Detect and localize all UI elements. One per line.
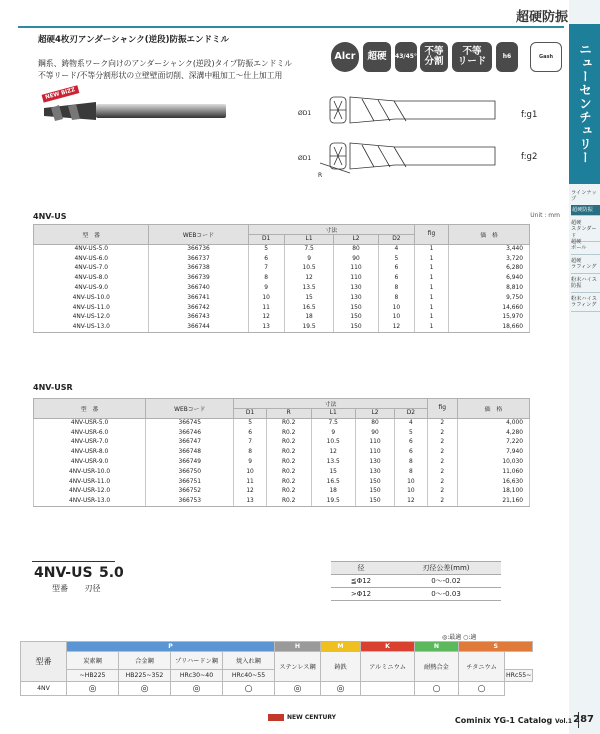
table-cell: R0.2 bbox=[266, 418, 311, 428]
unit-label: Unit : mm bbox=[530, 212, 560, 219]
desc-line: 不等リード/不等分割形状の立壁壁面切削、深溝中粗加工～仕上加工用 bbox=[38, 71, 283, 80]
material-group: P bbox=[67, 642, 275, 652]
rating-cell: ◎ bbox=[275, 682, 321, 696]
material-group: M bbox=[321, 642, 361, 652]
table-cell: 6,940 bbox=[449, 273, 530, 283]
table-cell: 4NV-USR-10.0 bbox=[34, 467, 146, 477]
feature-badge: h6 bbox=[496, 42, 518, 72]
table-row bbox=[34, 322, 530, 332]
table-cell: 4NV-US-6.0 bbox=[34, 254, 149, 264]
catalog-title: Cominix YG-1 Catalog bbox=[454, 716, 553, 725]
table-cell: 366749 bbox=[146, 457, 234, 467]
table-cell: 366740 bbox=[149, 283, 248, 293]
table-cell: R0.2 bbox=[266, 457, 311, 467]
table-cell: 150 bbox=[355, 496, 395, 506]
table-cell: 7.5 bbox=[311, 418, 355, 428]
col-header-price: 価 格 bbox=[449, 225, 530, 245]
table-cell: 366752 bbox=[146, 487, 234, 497]
table-cell: 16,630 bbox=[457, 477, 529, 487]
col-subheader: L2 bbox=[334, 235, 378, 245]
table-cell: 2 bbox=[427, 467, 457, 477]
table-row bbox=[34, 447, 530, 457]
tolerance-table bbox=[331, 561, 501, 601]
table-cell: 7 bbox=[248, 264, 284, 274]
table-cell: 10.5 bbox=[284, 264, 334, 274]
table-cell: 4NV-USR-8.0 bbox=[34, 447, 146, 457]
table-cell: 366742 bbox=[149, 303, 248, 313]
table-cell: 366737 bbox=[149, 254, 248, 264]
table-title: 4NV-USR bbox=[33, 383, 73, 392]
table-cell: R0.2 bbox=[266, 477, 311, 487]
brand-text: NEW CENTURY bbox=[287, 714, 336, 721]
col-subheader: L1 bbox=[284, 235, 334, 245]
table-cell: 4NV-USR-5.0 bbox=[34, 418, 146, 428]
table-cell: 1 bbox=[415, 322, 449, 332]
table-cell: 12 bbox=[311, 447, 355, 457]
spec-table-usr bbox=[33, 398, 530, 507]
table-cell: 150 bbox=[334, 322, 378, 332]
table-cell: 6 bbox=[378, 273, 414, 283]
table-cell: 7,940 bbox=[457, 447, 529, 457]
tolerance-cell: ≦Φ12 bbox=[331, 575, 391, 588]
table-cell: 2 bbox=[427, 487, 457, 497]
col-header-price: 価 格 bbox=[457, 399, 529, 419]
table-cell: 4 bbox=[395, 418, 427, 428]
feature-badge: 43/45° bbox=[395, 42, 417, 72]
tolerance-row bbox=[331, 588, 501, 601]
table-cell: 7 bbox=[234, 438, 266, 448]
col-header-fig: fig bbox=[427, 399, 457, 419]
table-cell: 8,810 bbox=[449, 283, 530, 293]
radius-label: R bbox=[318, 172, 323, 179]
table-cell: R0.2 bbox=[266, 447, 311, 457]
table-row bbox=[34, 457, 530, 467]
table-cell: 130 bbox=[334, 293, 378, 303]
table-cell: 366747 bbox=[146, 438, 234, 448]
material-hardness: HRc55~ bbox=[505, 670, 533, 682]
table-row bbox=[34, 487, 530, 497]
table-row bbox=[34, 254, 530, 264]
table-cell: 150 bbox=[355, 487, 395, 497]
material-group: N bbox=[415, 642, 459, 652]
table-cell: R0.2 bbox=[266, 467, 311, 477]
table-cell: R0.2 bbox=[266, 487, 311, 497]
col-header-fig: fig bbox=[415, 225, 449, 245]
table-row bbox=[34, 283, 530, 293]
table-cell: 4NV-US-9.0 bbox=[34, 283, 149, 293]
model-underline bbox=[32, 561, 115, 562]
desc-line: 鋼系、鋳物系ワーク向けのアンダーシャンク(逆段)タイプ防振エンドミル bbox=[38, 59, 293, 68]
side-nav-item[interactable]: 超硬防振 bbox=[571, 205, 600, 216]
table-row bbox=[34, 496, 530, 506]
col-subheader: L1 bbox=[311, 409, 355, 419]
table-cell: 10 bbox=[378, 313, 414, 323]
table-cell: 130 bbox=[334, 283, 378, 293]
col-header-dims: 寸法 bbox=[234, 399, 427, 409]
page-number: 287 bbox=[573, 714, 594, 725]
table-cell: 12 bbox=[234, 487, 266, 497]
col-subheader: D1 bbox=[234, 409, 266, 419]
col-subheader: L2 bbox=[355, 409, 395, 419]
tolerance-cell: 0～-0.02 bbox=[391, 575, 501, 588]
table-row bbox=[34, 264, 530, 274]
table-cell: 13 bbox=[234, 496, 266, 506]
table-cell: 150 bbox=[355, 477, 395, 487]
col-header-web: WEBコード bbox=[146, 399, 234, 419]
table-cell: 1 bbox=[415, 303, 449, 313]
table-cell: 3,440 bbox=[449, 244, 530, 254]
table-cell: 80 bbox=[355, 418, 395, 428]
col-header-model: 型 番 bbox=[34, 399, 146, 419]
tolerance-header: 刃径公差(mm) bbox=[391, 562, 501, 575]
table-cell: 7,220 bbox=[457, 438, 529, 448]
table-cell: 4NV-US-13.0 bbox=[34, 322, 149, 332]
col-subheader: D2 bbox=[378, 235, 414, 245]
table-row bbox=[34, 418, 530, 428]
table-cell: 1 bbox=[415, 264, 449, 274]
product-badge: NEW BIZZ bbox=[42, 85, 79, 102]
table-cell: 150 bbox=[334, 303, 378, 313]
table-cell: 366746 bbox=[146, 428, 234, 438]
table-cell: 19.5 bbox=[311, 496, 355, 506]
material-hardness: HB225~352 bbox=[119, 670, 171, 682]
side-nav-item[interactable]: 超硬 スタンダード bbox=[571, 220, 600, 242]
feature-badge: 不等 分割 bbox=[420, 42, 448, 72]
table-cell: 90 bbox=[355, 428, 395, 438]
table-cell: 1 bbox=[415, 283, 449, 293]
table-cell: 8 bbox=[395, 457, 427, 467]
table-cell: R0.2 bbox=[266, 496, 311, 506]
table-cell: 366743 bbox=[149, 313, 248, 323]
rating-cell: ◎ bbox=[171, 682, 223, 696]
table-cell: 8 bbox=[378, 283, 414, 293]
model-example-labels bbox=[52, 583, 101, 594]
table-row bbox=[34, 244, 530, 254]
rating-cell: ○ bbox=[459, 682, 505, 696]
table-cell: 21,160 bbox=[457, 496, 529, 506]
rating-cell: ◎ bbox=[67, 682, 119, 696]
side-nav-item[interactable]: 粉末ハイス ラフィング bbox=[571, 296, 600, 312]
table-cell: 4,000 bbox=[457, 418, 529, 428]
table-cell: 5 bbox=[395, 428, 427, 438]
table-cell: 110 bbox=[334, 273, 378, 283]
table-cell: 9 bbox=[234, 457, 266, 467]
table-cell: 2 bbox=[427, 477, 457, 487]
table-cell: 18,100 bbox=[457, 487, 529, 497]
side-nav-item[interactable]: 粉末ハイス 防振 bbox=[571, 277, 600, 293]
table-row bbox=[34, 438, 530, 448]
tolerance-cell: >Φ12 bbox=[331, 588, 391, 601]
table-cell: 18 bbox=[284, 313, 334, 323]
tolerance-row bbox=[331, 575, 501, 588]
table-cell: 6 bbox=[395, 447, 427, 457]
table-cell: 14,660 bbox=[449, 303, 530, 313]
table-cell: 366739 bbox=[149, 273, 248, 283]
table-cell: 4NV-US-11.0 bbox=[34, 303, 149, 313]
table-cell: 130 bbox=[355, 457, 395, 467]
col-subheader: R bbox=[266, 409, 311, 419]
table-cell: 366736 bbox=[149, 244, 248, 254]
table-cell: 10 bbox=[234, 467, 266, 477]
feature-badge: 超硬 bbox=[363, 42, 391, 72]
table-cell: 13.5 bbox=[311, 457, 355, 467]
table-row bbox=[34, 293, 530, 303]
rating-cell: ◎ bbox=[119, 682, 171, 696]
table-cell: 9 bbox=[284, 254, 334, 264]
table-cell: 1 bbox=[415, 293, 449, 303]
table-cell: 2 bbox=[427, 496, 457, 506]
table-cell: 110 bbox=[355, 438, 395, 448]
feature-badge: Alcr bbox=[331, 42, 359, 72]
table-row bbox=[34, 467, 530, 477]
table-cell: 366750 bbox=[146, 467, 234, 477]
col-header-model: 型 番 bbox=[34, 225, 149, 245]
table-cell: 10 bbox=[395, 487, 427, 497]
table-cell: 12 bbox=[284, 273, 334, 283]
material-name: アルミニウム bbox=[361, 652, 415, 682]
table-cell: 110 bbox=[355, 447, 395, 457]
table-cell: 4NV-USR-11.0 bbox=[34, 477, 146, 487]
table-row bbox=[34, 477, 530, 487]
material-hardness: HRc30~40 bbox=[171, 670, 223, 682]
table-cell: 6 bbox=[248, 254, 284, 264]
table-cell: 13.5 bbox=[284, 283, 334, 293]
side-nav-item[interactable]: 超硬 ボール bbox=[571, 239, 600, 255]
model-label: 型番 bbox=[52, 584, 68, 593]
table-cell: 11 bbox=[248, 303, 284, 313]
table-cell: 18 bbox=[311, 487, 355, 497]
tool-drawing bbox=[290, 95, 550, 185]
table-cell: 110 bbox=[334, 264, 378, 274]
table-cell: 11 bbox=[234, 477, 266, 487]
material-hardness: HRc40~55 bbox=[223, 670, 275, 682]
table-cell: 15,970 bbox=[449, 313, 530, 323]
table-cell: 4NV-US-8.0 bbox=[34, 273, 149, 283]
side-nav-item[interactable]: 超硬 ラフィング bbox=[571, 258, 600, 274]
table-cell: 5 bbox=[234, 418, 266, 428]
rating-cell: ○ bbox=[415, 682, 459, 696]
material-group: S bbox=[459, 642, 533, 652]
table-cell: 8 bbox=[378, 293, 414, 303]
material-name: 合金鋼 bbox=[119, 652, 171, 670]
table-cell: 4NV-US-5.0 bbox=[34, 244, 149, 254]
feature-badge: Gash bbox=[530, 42, 562, 72]
table-cell: 16.5 bbox=[311, 477, 355, 487]
table-cell: 4,280 bbox=[457, 428, 529, 438]
table-title: 4NV-US bbox=[33, 212, 67, 221]
material-name: 耐熱合金 bbox=[415, 652, 459, 682]
table-cell: R0.2 bbox=[266, 438, 311, 448]
description bbox=[38, 58, 338, 82]
table-cell: 2 bbox=[427, 438, 457, 448]
material-name: ステンレス鋼 bbox=[275, 652, 321, 682]
table-cell: 8 bbox=[395, 467, 427, 477]
material-group: K bbox=[361, 642, 415, 652]
table-cell: 1 bbox=[415, 254, 449, 264]
table-cell: 130 bbox=[355, 467, 395, 477]
rating-cell: ◎ bbox=[321, 682, 361, 696]
table-cell: 1 bbox=[415, 244, 449, 254]
table-cell: 12 bbox=[395, 496, 427, 506]
catalog-name bbox=[455, 716, 572, 725]
material-name: 炭素鋼 bbox=[67, 652, 119, 670]
category-title: 超硬防振 bbox=[515, 10, 568, 25]
table-cell: 80 bbox=[334, 244, 378, 254]
table-cell: 4NV-USR-9.0 bbox=[34, 457, 146, 467]
table-cell: 19.5 bbox=[284, 322, 334, 332]
table-cell: 4NV-USR-12.0 bbox=[34, 487, 146, 497]
page-title: 超硬4枚刃アンダーシャンク(逆段)防振エンドミル bbox=[38, 35, 229, 45]
fig1-label: f:g1 bbox=[521, 110, 538, 120]
table-cell: 366741 bbox=[149, 293, 248, 303]
table-cell: 1 bbox=[415, 273, 449, 283]
table-cell: 6 bbox=[395, 438, 427, 448]
brand-logo bbox=[268, 714, 336, 721]
table-cell: 366753 bbox=[146, 496, 234, 506]
table-cell: 4NV-USR-6.0 bbox=[34, 428, 146, 438]
model-example-size: 5.0 bbox=[99, 565, 124, 581]
table-cell: 366751 bbox=[146, 477, 234, 487]
table-cell: 150 bbox=[334, 313, 378, 323]
d1-label: ØD1 bbox=[298, 110, 312, 117]
table-row bbox=[34, 313, 530, 323]
table-cell: 2 bbox=[427, 447, 457, 457]
table-cell: 12 bbox=[378, 322, 414, 332]
table-cell: 15 bbox=[284, 293, 334, 303]
table-cell: 4NV-US-12.0 bbox=[34, 313, 149, 323]
material-table bbox=[20, 641, 533, 696]
feature-badge: 不等 リード bbox=[452, 42, 492, 72]
table-cell: 366738 bbox=[149, 264, 248, 274]
logo-icon bbox=[268, 714, 284, 721]
table-cell: 9,750 bbox=[449, 293, 530, 303]
table-cell: 8 bbox=[234, 447, 266, 457]
table-cell: 6 bbox=[378, 264, 414, 274]
col-subheader: D2 bbox=[395, 409, 427, 419]
table-cell: 4NV-USR-7.0 bbox=[34, 438, 146, 448]
table-cell: 5 bbox=[378, 254, 414, 264]
table-cell: 90 bbox=[334, 254, 378, 264]
table-cell: 7.5 bbox=[284, 244, 334, 254]
col-header-dims: 寸法 bbox=[248, 225, 415, 235]
table-cell: 366744 bbox=[149, 322, 248, 332]
material-name: チタニウム bbox=[459, 652, 505, 682]
fig2-label: f:g2 bbox=[521, 152, 538, 162]
rating-cell: ○ bbox=[223, 682, 275, 696]
col-header-web: WEBコード bbox=[149, 225, 248, 245]
table-cell: 15 bbox=[311, 467, 355, 477]
table-cell: 6 bbox=[234, 428, 266, 438]
row-label: 型番 bbox=[21, 642, 67, 682]
table-cell: 4 bbox=[378, 244, 414, 254]
table-cell: 5 bbox=[248, 244, 284, 254]
table-cell: 366745 bbox=[146, 418, 234, 428]
size-label: 刃径 bbox=[84, 584, 101, 593]
table-cell: 4NV-USR-13.0 bbox=[34, 496, 146, 506]
table-cell: 18,660 bbox=[449, 322, 530, 332]
table-cell: 16.5 bbox=[284, 303, 334, 313]
model-example-name: 4NV-US bbox=[34, 565, 93, 581]
material-hardness: ~HB225 bbox=[67, 670, 119, 682]
side-nav-item[interactable]: ラインナップ bbox=[571, 190, 600, 206]
side-tab-title: ニューセンチュリー bbox=[577, 43, 593, 165]
material-name: 鋳鉄 bbox=[321, 652, 361, 682]
table-cell: 12 bbox=[248, 313, 284, 323]
table-cell: 10 bbox=[395, 477, 427, 487]
model-cell: 4NV bbox=[21, 682, 67, 696]
table-cell: 3,720 bbox=[449, 254, 530, 264]
table-cell: 10.5 bbox=[311, 438, 355, 448]
table-cell: 2 bbox=[427, 457, 457, 467]
table-row bbox=[34, 428, 530, 438]
rating-cell bbox=[361, 682, 415, 696]
table-cell: R0.2 bbox=[266, 428, 311, 438]
table-cell: 2 bbox=[427, 428, 457, 438]
table-cell: 11,060 bbox=[457, 467, 529, 477]
tolerance-header: 径 bbox=[331, 562, 391, 575]
table-cell: 8 bbox=[248, 273, 284, 283]
table-cell: 1 bbox=[415, 313, 449, 323]
table-cell: 13 bbox=[248, 322, 284, 332]
material-name: 焼入れ鋼 bbox=[223, 652, 275, 670]
material-name: プリハードン鋼 bbox=[171, 652, 223, 670]
table-cell: 6,280 bbox=[449, 264, 530, 274]
table-row bbox=[34, 303, 530, 313]
table-cell: 10,030 bbox=[457, 457, 529, 467]
rating-legend: ◎:最適 ○:適 bbox=[442, 634, 477, 641]
table-row bbox=[34, 273, 530, 283]
catalog-volume: Vol.1 bbox=[555, 718, 572, 725]
table-cell: 10 bbox=[378, 303, 414, 313]
table-cell: 366748 bbox=[146, 447, 234, 457]
col-subheader: D1 bbox=[248, 235, 284, 245]
spec-table-us bbox=[33, 224, 530, 333]
tolerance-cell: 0～-0.03 bbox=[391, 588, 501, 601]
table-cell: 9 bbox=[311, 428, 355, 438]
header-rule bbox=[18, 26, 564, 28]
table-cell: 10 bbox=[248, 293, 284, 303]
table-cell: 9 bbox=[248, 283, 284, 293]
d1-label: ØD1 bbox=[298, 155, 312, 162]
material-group: H bbox=[275, 642, 321, 652]
table-cell: 4NV-US-10.0 bbox=[34, 293, 149, 303]
table-cell: 4NV-US-7.0 bbox=[34, 264, 149, 274]
table-cell: 2 bbox=[427, 418, 457, 428]
